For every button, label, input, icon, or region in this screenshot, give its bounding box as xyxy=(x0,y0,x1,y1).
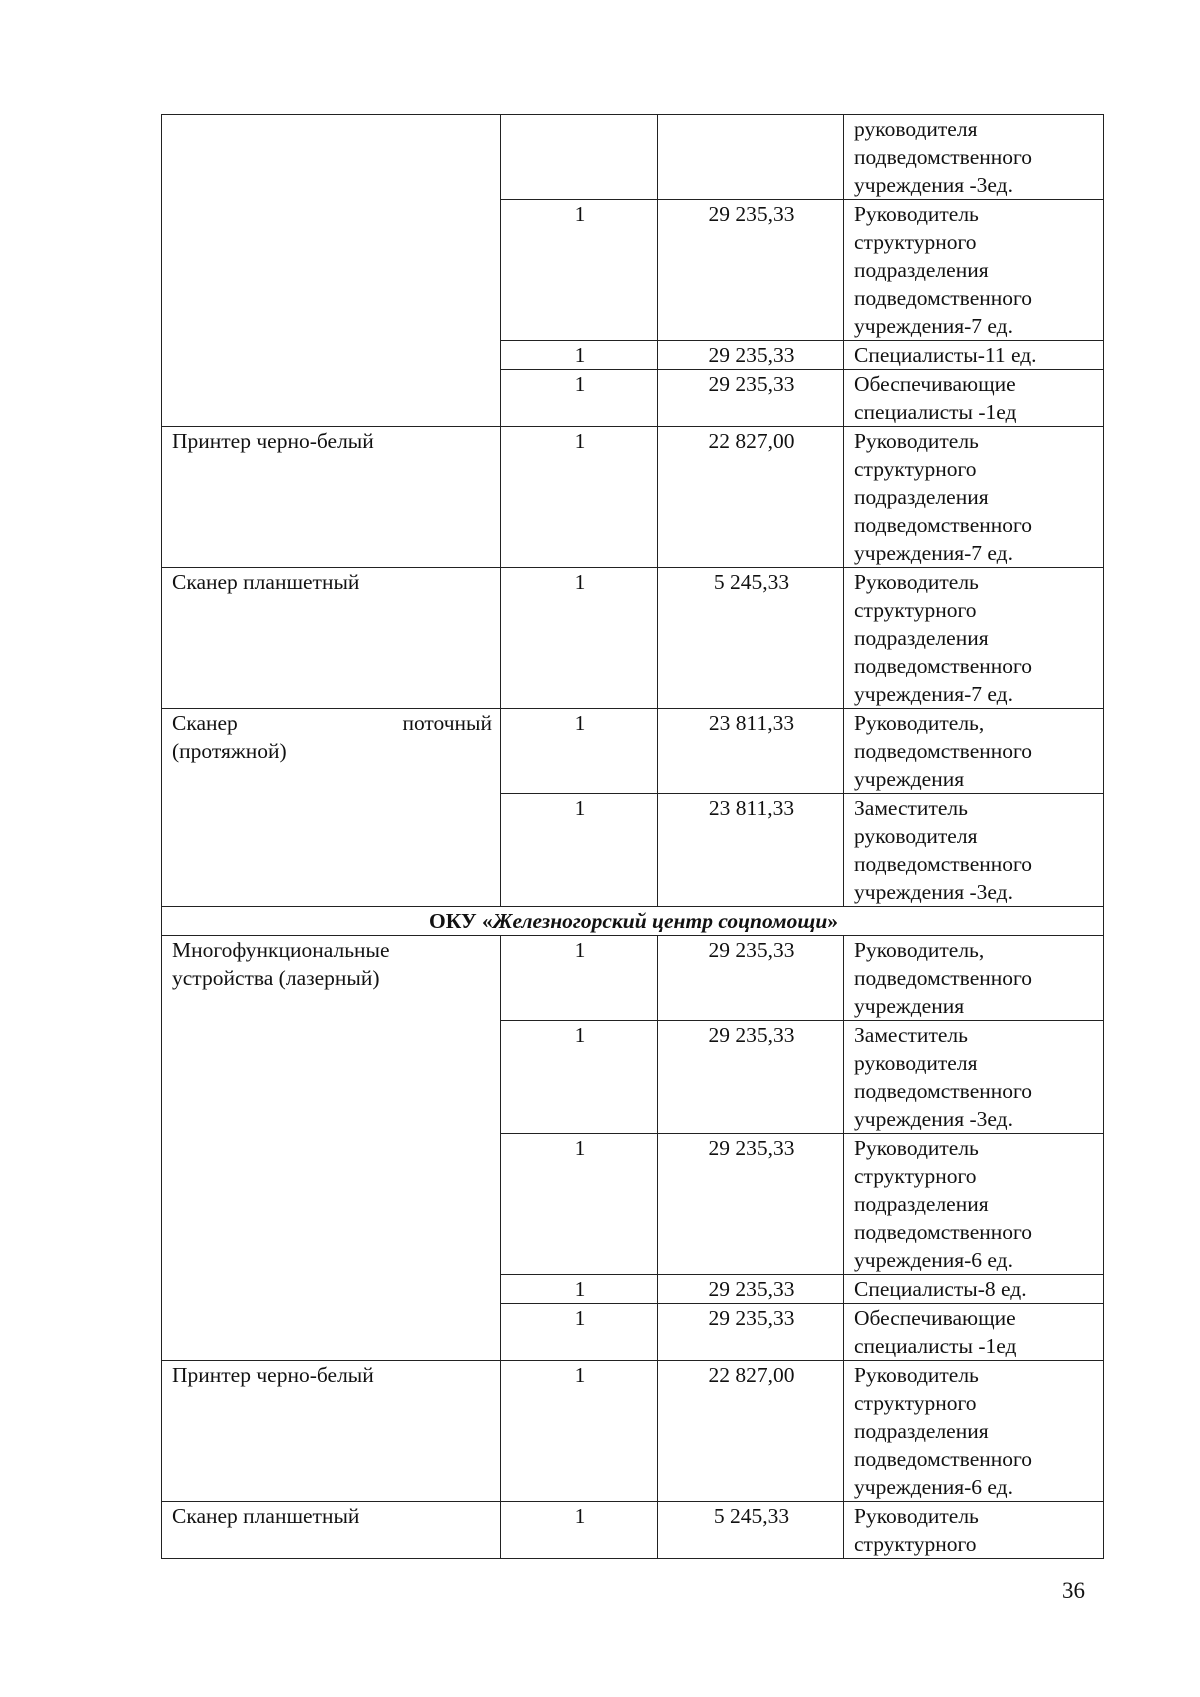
price-cell: 29 235,33 xyxy=(658,1304,844,1361)
position-cell xyxy=(844,1021,1104,1134)
quantity-cell: 1 xyxy=(501,427,658,568)
price-cell xyxy=(658,115,844,200)
quantity-cell: 1 xyxy=(501,1134,658,1275)
position-cell xyxy=(844,568,1104,709)
equipment-name-word: поточный xyxy=(402,711,492,735)
position-cell xyxy=(844,1304,1104,1361)
quantity-cell: 1 xyxy=(501,1361,658,1502)
position-text: Руководитель структурного подразделения подведомственного учреждения-7 ед. xyxy=(854,429,1033,565)
equipment-name-cell xyxy=(162,1361,501,1502)
equipment-name-cell xyxy=(162,1502,501,1559)
equipment-name: Сканер планшетный xyxy=(172,570,360,594)
price-cell: 29 235,33 xyxy=(658,936,844,1021)
position-cell xyxy=(844,370,1104,427)
quantity-cell: 1 xyxy=(501,794,658,907)
position-cell xyxy=(844,1134,1104,1275)
price-cell: 29 235,33 xyxy=(658,1275,844,1304)
equipment-name-cell xyxy=(162,709,501,907)
price-cell: 22 827,00 xyxy=(658,427,844,568)
table-row xyxy=(162,1502,1104,1559)
table-row xyxy=(162,936,1104,1021)
quantity-cell: 1 xyxy=(501,568,658,709)
position-text: руководителя подведомственного учреждения -3ед. xyxy=(854,117,1033,197)
equipment-name-cell xyxy=(162,115,501,427)
section-heading-suffix: » xyxy=(827,909,839,933)
position-text: Руководитель структурного xyxy=(854,1504,979,1556)
quantity-cell: 1 xyxy=(501,200,658,341)
price-cell: 5 245,33 xyxy=(658,568,844,709)
table-row xyxy=(162,568,1104,709)
equipment-name: Принтер черно-белый xyxy=(172,429,374,453)
price-cell: 22 827,00 xyxy=(658,1361,844,1502)
quantity-cell: 1 xyxy=(501,1304,658,1361)
quantity-cell: 1 xyxy=(501,1021,658,1134)
position-cell xyxy=(844,427,1104,568)
price-cell: 23 811,33 xyxy=(658,709,844,794)
quantity-cell: 1 xyxy=(501,1275,658,1304)
position-text: Специалисты-11 ед. xyxy=(854,343,1037,367)
section-heading xyxy=(162,907,1104,936)
equipment-name: Принтер черно-белый xyxy=(172,1363,374,1387)
section-heading-prefix: ОКУ « xyxy=(428,909,493,933)
price-cell: 29 235,33 xyxy=(658,341,844,370)
equipment-name: Сканер планшетный xyxy=(172,1504,360,1528)
price-cell: 29 235,33 xyxy=(658,370,844,427)
equipment-name: Многофункциональные устройства (лазерный) xyxy=(172,938,390,990)
position-text: Заместитель руководителя подведомственного учреждения -3ед. xyxy=(854,1023,1033,1131)
equipment-name-line xyxy=(172,709,492,737)
equipment-name-line: (протяжной) xyxy=(172,739,287,763)
section-heading-row xyxy=(162,907,1104,936)
page-number: 36 xyxy=(1062,1578,1085,1603)
position-cell xyxy=(844,1275,1104,1304)
position-cell xyxy=(844,1502,1104,1559)
equipment-name-cell xyxy=(162,427,501,568)
position-text: Руководитель структурного подразделения подведомственного учреждения-7 ед. xyxy=(854,570,1033,706)
table-row xyxy=(162,115,1104,200)
price-cell: 29 235,33 xyxy=(658,200,844,341)
position-text: Руководитель, подведомственного учреждения xyxy=(854,711,1033,791)
position-text: Руководитель структурного подразделения подведомственного учреждения-6 ед. xyxy=(854,1363,1033,1499)
quantity-cell: 1 xyxy=(501,936,658,1021)
price-cell: 29 235,33 xyxy=(658,1021,844,1134)
quantity-cell: 1 xyxy=(501,341,658,370)
price-cell: 29 235,33 xyxy=(658,1134,844,1275)
quantity-cell: 1 xyxy=(501,1502,658,1559)
equipment-name-word: Сканер xyxy=(172,711,238,735)
position-cell xyxy=(844,200,1104,341)
position-cell xyxy=(844,794,1104,907)
table-row xyxy=(162,709,1104,794)
position-text: Руководитель, подведомственного учреждения xyxy=(854,938,1033,1018)
position-text: Руководитель структурного подразделения подведомственного учреждения-7 ед. xyxy=(854,202,1033,338)
section-heading-name: Железногорский центр соцпомощи xyxy=(492,909,828,933)
quantity-cell xyxy=(501,115,658,200)
position-text: Обеспечивающие специалисты -1ед xyxy=(854,372,1017,424)
price-cell: 5 245,33 xyxy=(658,1502,844,1559)
position-text: Специалисты-8 ед. xyxy=(854,1277,1027,1301)
table-row xyxy=(162,427,1104,568)
quantity-cell: 1 xyxy=(501,709,658,794)
position-cell xyxy=(844,1361,1104,1502)
quantity-cell: 1 xyxy=(501,370,658,427)
position-cell xyxy=(844,115,1104,200)
position-cell xyxy=(844,936,1104,1021)
equipment-name-cell xyxy=(162,936,501,1361)
position-text: Обеспечивающие специалисты -1ед xyxy=(854,1306,1017,1358)
table-row xyxy=(162,1361,1104,1502)
position-text: Руководитель структурного подразделения подведомственного учреждения-6 ед. xyxy=(854,1136,1033,1272)
equipment-norms-table xyxy=(161,114,1104,1559)
price-cell: 23 811,33 xyxy=(658,794,844,907)
position-cell xyxy=(844,341,1104,370)
position-text: Заместитель руководителя подведомственного учреждения -3ед. xyxy=(854,796,1033,904)
position-cell xyxy=(844,709,1104,794)
equipment-name-cell xyxy=(162,568,501,709)
